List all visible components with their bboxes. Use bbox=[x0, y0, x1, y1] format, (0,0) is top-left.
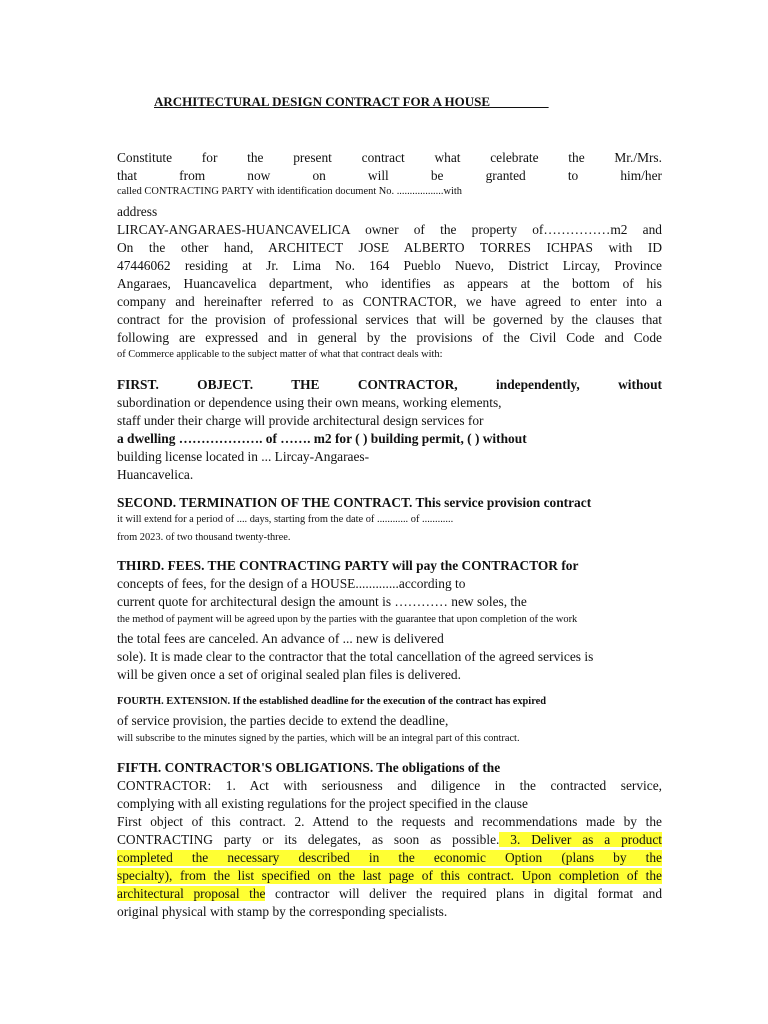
clause-third-line: the total fees are canceled. An advance of ... new is delivered bbox=[117, 631, 444, 646]
clause-first-line: subordination or dependence using their own means, working elements, bbox=[117, 395, 502, 410]
clause-fourth-heading: FOURTH. EXTENSION. If the established deadline for the execution of the contract has expired bbox=[117, 696, 547, 707]
clause-fifth-line: complying with all existing regulations for the project specified in the clause bbox=[117, 796, 528, 811]
intro-line: 47446062 residing at Jr. Lima No. 164 Pueblo Nuevo, District Lircay, Province bbox=[117, 258, 662, 273]
clause-fifth-line bbox=[117, 886, 662, 902]
intro-line: address bbox=[117, 204, 158, 219]
intro-line: LIRCAY-ANGARAES-HUANCAVELICA owner of the property of……………m2 and bbox=[117, 222, 662, 237]
clause-fourth-line: will subscribe to the minutes signed by the parties, which will be an integral part of this contract. bbox=[117, 733, 520, 744]
intro-line: company and hereinafter referred to as CONTRACTOR, we have agreed to enter into a bbox=[117, 294, 662, 309]
clause-first-line: building license located in ... Lircay-Angaraes- bbox=[117, 449, 370, 464]
clause-fifth-line: First object of this contract. 2. Attend to the requests and recommendations made by the bbox=[117, 814, 662, 829]
clause-third-line: concepts of fees, for the design of a HOUSE.............according to bbox=[117, 576, 466, 591]
intro-line: contract for the provision of professional services that will be governed by the clauses that bbox=[117, 312, 662, 327]
clause-fifth-line: CONTRACTOR: 1. Act with seriousness and diligence in the contracted service, bbox=[117, 778, 662, 793]
intro-line: of Commerce applicable to the subject matter of what that contract deals with: bbox=[117, 349, 443, 360]
clause-first-line: Huancavelica. bbox=[117, 467, 194, 482]
clause-fourth-line: of service provision, the parties decide to extend the deadline, bbox=[117, 713, 449, 728]
clause-fifth-text: contractor will deliver the required plans in digital format and bbox=[265, 886, 663, 901]
highlighted-text: 3. Deliver as a product bbox=[499, 832, 662, 847]
clause-first-line: a dwelling ………………. of ……. m2 for ( ) building permit, ( ) without bbox=[117, 431, 527, 446]
clause-first-heading: FIRST. OBJECT. THE CONTRACTOR, independently, without bbox=[117, 377, 662, 392]
clause-fifth-line bbox=[117, 832, 662, 848]
highlighted-line: completed the necessary described in the economic Option (plans by the bbox=[117, 850, 662, 865]
clause-second-heading: SECOND. TERMINATION OF THE CONTRACT. This service provision contract bbox=[117, 495, 592, 510]
highlighted-line: specialty), from the list specified on the last page of this contract. Upon completion of the bbox=[117, 868, 662, 883]
intro-line: following are expressed and in general by the provisions of the Civil Code and Code bbox=[117, 330, 662, 345]
clause-fifth-heading: FIFTH. CONTRACTOR'S OBLIGATIONS. The obligations of the bbox=[117, 760, 501, 775]
clause-third-heading: THIRD. FEES. THE CONTRACTING PARTY will pay the CONTRACTOR for bbox=[117, 558, 579, 573]
clause-fifth-line: original physical with stamp by the corresponding specialists. bbox=[117, 904, 448, 919]
clause-second-line: it will extend for a period of .... days, starting from the date of ............ of ............ bbox=[117, 514, 454, 525]
intro-line: On the other hand, ARCHITECT JOSE ALBERTO TORRES ICHPAS with ID bbox=[117, 240, 662, 255]
intro-line: Angaraes, Huancavelica department, who identifies as appears at the bottom of his bbox=[117, 276, 662, 291]
clause-fifth-text: CONTRACTING party or its delegates, as soon as possible. bbox=[117, 832, 500, 847]
clause-third-line: will be given once a set of original sealed plan files is delivered. bbox=[117, 667, 461, 682]
intro-line: that from now on will be granted to him/her bbox=[117, 168, 662, 183]
clause-first-line: staff under their charge will provide architectural design services for bbox=[117, 413, 484, 428]
intro-line: Constitute for the present contract what celebrate the Mr./Mrs. bbox=[117, 150, 662, 165]
highlighted-text: architectural proposal the bbox=[117, 886, 266, 901]
intro-line: called CONTRACTING PARTY with identification document No. ..................with bbox=[117, 186, 462, 197]
contract-title: ARCHITECTURAL DESIGN CONTRACT FOR A HOUSE_________ bbox=[154, 94, 549, 109]
clause-third-line: sole). It is made clear to the contractor that the total cancellation of the agreed services is bbox=[117, 649, 594, 664]
clause-third-line: current quote for architectural design the amount is ………… new soles, the bbox=[117, 594, 527, 609]
clause-second-line: from 2023. of two thousand twenty-three. bbox=[117, 532, 291, 543]
clause-third-line: the method of payment will be agreed upon by the parties with the guarantee that upon completion of the work bbox=[117, 614, 578, 625]
